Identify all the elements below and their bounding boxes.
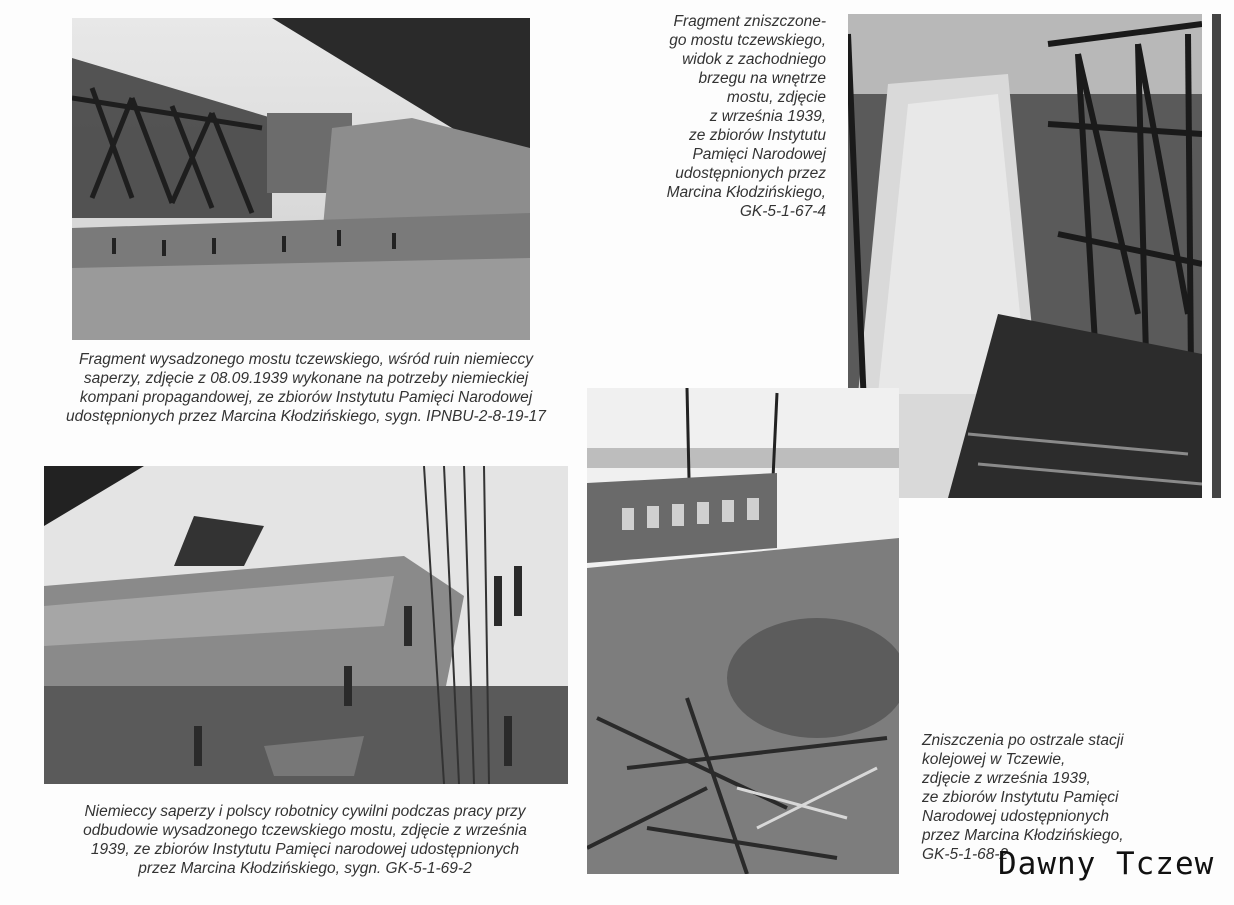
caption-photo-station-damage: Zniszczenia po ostrzale stacji kolejowej w Tczewie, zdjęcie z września 1939, ze zbiorów Instytutu Pamięci Narodowej udostępnionych przez Marcina Kłodzińskiego, GK-5-1-68-2: [922, 732, 1124, 863]
photo-station-damage: [587, 388, 899, 874]
photo-bridge-interior: [848, 14, 1202, 498]
caption-photo-bridge-rebuild: Niemieccy saperzy i polscy robotnicy cywilni podczas pracy przy odbudowie wysadzonego tczewskiego mostu, zdjęcie z września 1939, ze zbiorów Instytutu Pamięci narodowej udostępnionych przez Marcina Kłodzińskiego, sygn. GK-5-1-69-2: [83, 803, 527, 877]
watermark: Dawny Tczew: [998, 846, 1215, 882]
caption-photo-bridge-ruins: Fragment wysadzonego mostu tczewskiego, wśród ruin niemieccy saperzy, zdjęcie z 08.09.1939 wykonane na potrzeby niemieckiej kompani propagandowej, ze zbiorów Instytutu Pamięci Narodowej udostępnionych przez Marcina Kłodzińskiego, sygn. IPNBU-2-8-19-17: [66, 351, 546, 425]
caption-photo-bridge-interior: Fragment zniszczone- go mostu tczewskiego, widok z zachodniego brzegu na wnętrze mostu, zdjęcie z września 1939, ze zbiorów Instytutu Pamięci Narodowej udostępnionych przez Marcina Kłodzińskiego, GK-5-1-67-4: [666, 13, 826, 220]
photo-bridge-ruins: [72, 18, 530, 340]
page-edge-strip: [1212, 14, 1221, 498]
photo-bridge-rebuild: [44, 466, 568, 784]
